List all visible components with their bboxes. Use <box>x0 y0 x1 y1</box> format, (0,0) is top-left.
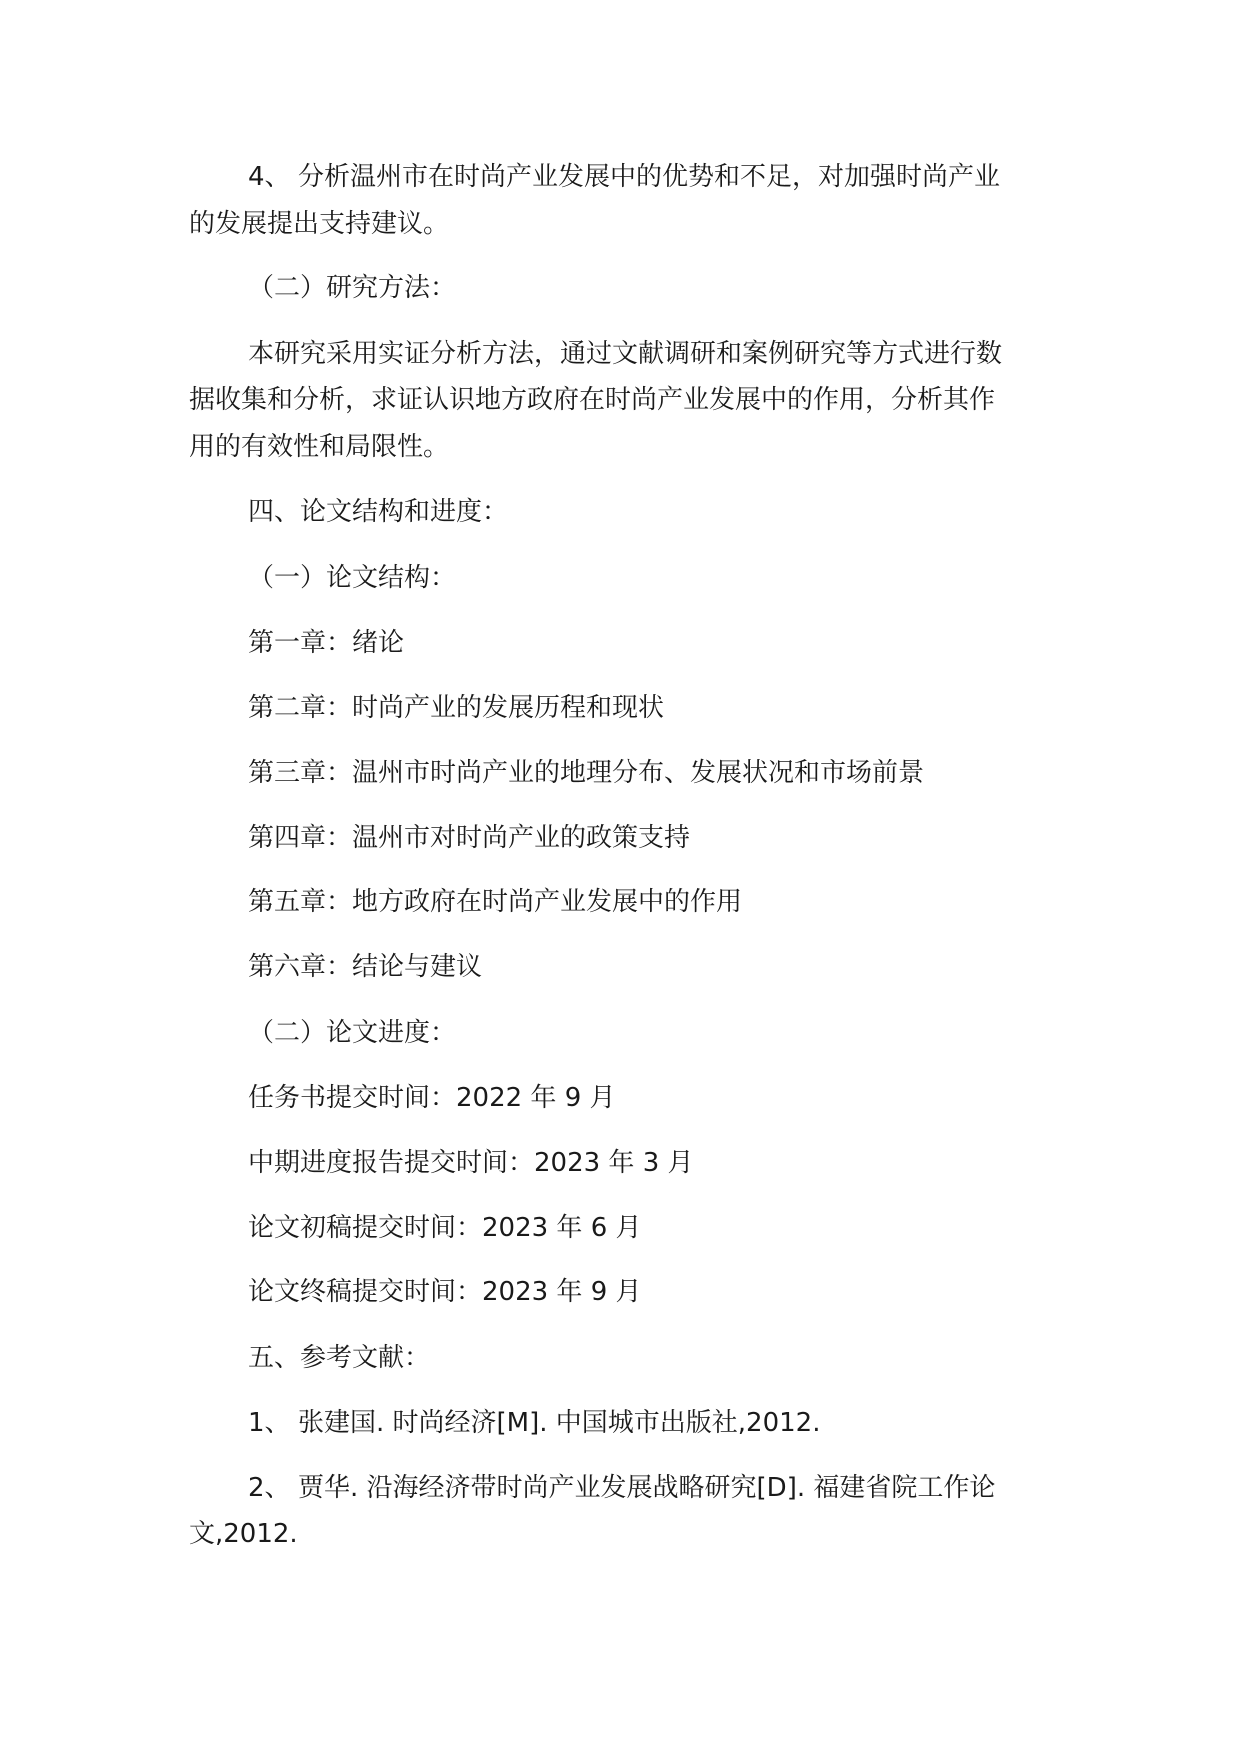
chapter-4: 第四章：温州市对时尚产业的政策支持 <box>248 823 691 853</box>
methods-paragraph-line-3: 用的有效性和局限性。 <box>189 432 450 462</box>
structure-heading: （一）论文结构： <box>248 563 457 593</box>
progress-heading: （二）论文进度： <box>248 1018 457 1048</box>
reference-2-continuation: 文,2012. <box>189 1519 298 1549</box>
chapter-2: 第二章：时尚产业的发展历程和现状 <box>248 693 665 723</box>
chapter-3: 第三章：温州市时尚产业的地理分布、发展状况和市场前景 <box>248 758 925 788</box>
progress-task-book: 任务书提交时间：2022 年 9 月 <box>248 1083 616 1113</box>
chapter-5: 第五章：地方政府在时尚产业发展中的作用 <box>248 887 743 917</box>
chapter-6: 第六章：结论与建议 <box>248 952 483 982</box>
list-item-4-continuation: 的发展提出支持建议。 <box>189 209 450 239</box>
methods-heading: （二）研究方法： <box>248 273 457 303</box>
reference-number: 1、 <box>248 1408 291 1438</box>
list-item-text: 分析温州市在时尚产业发展中的优势和不足，对加强时尚产业 <box>298 162 1001 192</box>
section-4-heading: 四、论文结构和进度： <box>248 497 509 527</box>
methods-paragraph-line-2: 据收集和分析，求证认识地方政府在时尚产业发展中的作用，分析其作 <box>189 385 996 415</box>
progress-first-draft: 论文初稿提交时间：2023 年 6 月 <box>248 1213 642 1243</box>
methods-paragraph-line-1: 本研究采用实证分析方法，通过文献调研和案例研究等方式进行数 <box>248 339 1003 369</box>
list-item-4 <box>248 161 1000 193</box>
progress-final-draft: 论文终稿提交时间：2023 年 9 月 <box>248 1277 642 1307</box>
reference-text: 张建国. 时尚经济[M]. 中国城市出版社,2012. <box>298 1408 821 1438</box>
section-5-heading: 五、参考文献： <box>248 1343 431 1373</box>
progress-midterm-report: 中期进度报告提交时间：2023 年 3 月 <box>248 1148 694 1178</box>
reference-2 <box>248 1472 995 1504</box>
list-number: 4、 <box>248 162 291 192</box>
reference-text: 贾华. 沿海经济带时尚产业发展战略研究[D]. 福建省院工作论 <box>298 1473 996 1503</box>
reference-1 <box>248 1407 820 1439</box>
reference-number: 2、 <box>248 1473 291 1503</box>
chapter-1: 第一章：绪论 <box>248 628 405 658</box>
